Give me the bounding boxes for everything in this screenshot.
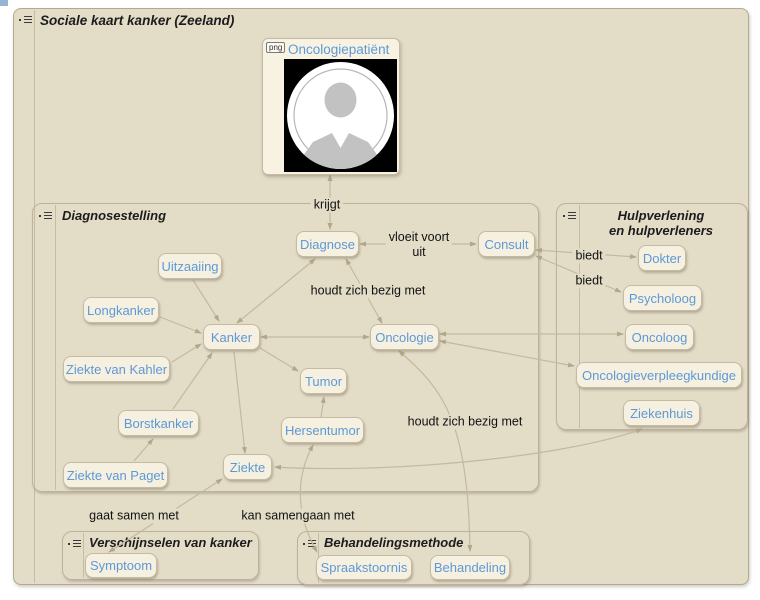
edge-label-vloeit-voort-uit[interactable]: vloeit voort uit bbox=[386, 230, 452, 260]
edge-hersentumor-tumor[interactable] bbox=[321, 397, 324, 417]
edge-kanker-ziekte[interactable] bbox=[234, 352, 245, 453]
node-ziekenhuis[interactable]: Ziekenhuis bbox=[623, 400, 700, 426]
edge-kanker-tumor[interactable] bbox=[260, 348, 298, 371]
group-title: Hulpverlening en hulpverleners bbox=[608, 208, 714, 238]
node-borstkanker[interactable]: Borstkanker bbox=[118, 410, 199, 436]
node-oncoloog[interactable]: Oncoloog bbox=[625, 324, 694, 350]
node-hersentumor[interactable]: Hersentumor bbox=[281, 417, 364, 443]
edge-label-krijgt[interactable]: krijgt bbox=[311, 198, 343, 213]
node-kanker[interactable]: Kanker bbox=[203, 324, 260, 350]
edge-kahler-kanker[interactable] bbox=[172, 344, 201, 362]
node-oncologieverpleegkundige[interactable]: Oncologieverpleegkundige bbox=[576, 362, 742, 388]
edge-kanker-diagnose[interactable] bbox=[237, 259, 315, 323]
node-psycholoog[interactable]: Psycholoog bbox=[623, 285, 702, 311]
edge-label-houdt-zich-bezig-met-1[interactable]: houdt zich bezig met bbox=[308, 284, 429, 299]
map-title: Sociale kaart kanker (Zeeland) bbox=[40, 13, 235, 28]
node-consult[interactable]: Consult bbox=[478, 231, 535, 257]
node-behandeling[interactable]: Behandeling bbox=[430, 555, 510, 580]
group-title: Behandelingsmethode bbox=[324, 535, 464, 550]
edge-label-biedt-1[interactable]: biedt bbox=[572, 249, 605, 264]
edge-uitzaaiing-kanker[interactable] bbox=[193, 280, 219, 321]
edge-borstkanker-kanker[interactable] bbox=[173, 353, 212, 409]
person-avatar-icon bbox=[284, 59, 397, 172]
edge-label-houdt-zich-bezig-met-2[interactable]: houdt zich bezig met bbox=[405, 415, 526, 430]
node-ziekte[interactable]: Ziekte bbox=[223, 454, 272, 480]
edge-label-gaat-samen-met[interactable]: gaat samen met bbox=[86, 509, 182, 524]
edge-longkanker-kanker[interactable] bbox=[160, 317, 201, 333]
edge-label-kan-samengaan-met[interactable]: kan samengaan met bbox=[238, 509, 357, 524]
group-title: Diagnosestelling bbox=[62, 208, 167, 223]
node-uitzaaiing[interactable]: Uitzaaiing bbox=[158, 253, 222, 279]
png-badge: png bbox=[266, 42, 285, 53]
node-spraakstoornis[interactable]: Spraakstoornis bbox=[316, 555, 412, 580]
group-title: Verschijnselen van kanker bbox=[89, 535, 252, 550]
node-label: Oncologiepatiënt bbox=[288, 42, 390, 57]
node-symptoom[interactable]: Symptoom bbox=[85, 553, 157, 578]
edge-label-biedt-2[interactable]: biedt bbox=[572, 274, 605, 289]
node-tumor[interactable]: Tumor bbox=[300, 368, 347, 394]
node-longkanker[interactable]: Longkanker bbox=[83, 297, 159, 323]
node-oncologiepatient[interactable] bbox=[262, 38, 400, 175]
node-diagnose[interactable]: Diagnose bbox=[296, 231, 359, 257]
edge-oncologie-verpleegkundige[interactable] bbox=[440, 341, 574, 366]
node-oncologie[interactable]: Oncologie bbox=[370, 324, 439, 350]
edge-paget-borstkanker[interactable] bbox=[134, 439, 153, 461]
edge-kan-samengaan-met[interactable] bbox=[300, 445, 317, 552]
edge-houdt-zich-bezig-met-2[interactable] bbox=[399, 351, 470, 551]
node-ziekte-van-kahler[interactable]: Ziekte van Kahler bbox=[63, 356, 170, 382]
node-dokter[interactable]: Dokter bbox=[638, 245, 686, 271]
node-ziekte-van-paget[interactable]: Ziekte van Paget bbox=[63, 462, 168, 488]
